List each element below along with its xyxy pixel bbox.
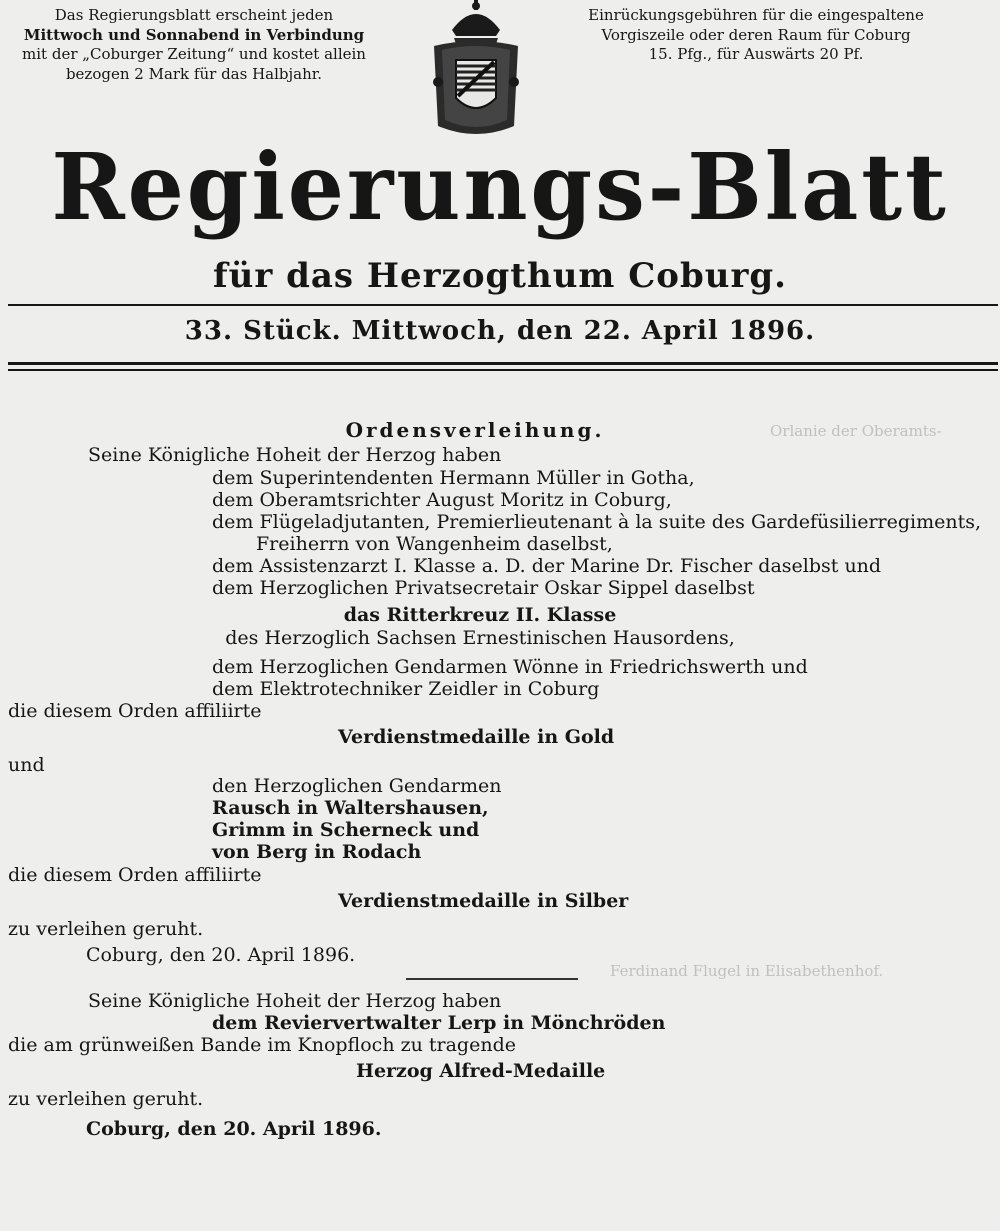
subscription-line-1: Das Regierungsblatt erscheint jeden	[54, 6, 334, 24]
affiliation-line: die diesem Orden affiliirte	[8, 864, 262, 886]
divider-top	[8, 304, 998, 306]
order-subtitle: des Herzoglich Sachsen Ernestinischen Hausordens,	[225, 627, 735, 649]
newspaper-subtitle: für das Herzogthum Coburg.	[212, 256, 788, 296]
advertising-rates-note	[588, 6, 924, 65]
medal-alfred: Herzog Alfred-Medaille	[356, 1060, 606, 1082]
rates-line-2: Vorgiszeile oder deren Raum für Coburg	[601, 25, 911, 44]
subscription-note	[6, 6, 382, 84]
newspaper-title: Regierungs-Blatt	[51, 133, 949, 241]
medal-gold: Verdienstmedaille in Gold	[338, 726, 615, 748]
issue-line: 33. Stück. Mittwoch, den 22. April 1896.	[184, 316, 816, 346]
conjunction: und	[8, 754, 45, 776]
section-divider	[406, 978, 578, 980]
recipient-line: Grimm in Scherneck und	[212, 819, 480, 841]
closing-line: zu verleihen geruht.	[8, 918, 204, 940]
place-date: Coburg, den 20. April 1896.	[86, 1118, 382, 1140]
rates-line-1: Einrückungsgebühren für die eingespaltene	[588, 6, 924, 24]
section-heading: Ordensverleihung.	[345, 418, 605, 442]
divider-double-2	[8, 369, 998, 371]
recipient-line: dem Herzoglichen Gendarmen Wönne in Friedrichswerth und	[212, 656, 808, 678]
recipient-line: dem Elektrotechniker Zeidler in Coburg	[212, 678, 600, 700]
bleedthrough-text: Ferdinand Flugel in Elisabethenhof.	[610, 962, 884, 980]
recipient-line: Rausch in Waltershausen,	[212, 797, 489, 819]
intro-line: Seine Königliche Hoheit der Herzog haben	[88, 444, 502, 466]
recipient-line: Freiherrn von Wangenheim daselbst,	[256, 533, 613, 555]
recipient-line: dem Reviervertwalter Lerp in Mönchröden	[212, 1012, 666, 1034]
rates-line-3: 15. Pfg., für Auswärts 20 Pf.	[648, 45, 864, 63]
order-title: das Ritterkreuz II. Klasse	[343, 604, 617, 626]
recipient-line: dem Assistenzarzt I. Klasse a. D. der Marine Dr. Fischer daselbst und	[212, 555, 882, 577]
recipient-line: dem Herzoglichen Privatsecretair Oskar Sippel daselbst	[212, 577, 755, 599]
intro-line: Seine Königliche Hoheit der Herzog haben	[88, 990, 502, 1012]
closing-line: zu verleihen geruht.	[8, 1088, 204, 1110]
affiliation-line: die diesem Orden affiliirte	[8, 700, 262, 722]
medal-silver: Verdienstmedaille in Silber	[338, 890, 629, 912]
place-date: Coburg, den 20. April 1896.	[86, 944, 356, 966]
subscription-line-3: mit der „Coburger Zeitung“ und kostet allein	[22, 45, 366, 63]
divider-double-1	[8, 362, 998, 365]
recipient-line: den Herzoglichen Gendarmen	[212, 775, 502, 797]
recipient-line: dem Flügeladjutanten, Premierlieutenant à la suite des Gardefüsilierregiments,	[212, 511, 982, 533]
subscription-line-2: Mittwoch und Sonnabend in Verbindung	[23, 25, 365, 44]
ribbon-line: die am grünweißen Bande im Knopfloch zu tragende	[8, 1034, 516, 1056]
bleedthrough-text: Orlanie der Oberamts-	[770, 422, 942, 440]
recipient-line: von Berg in Rodach	[212, 841, 422, 863]
recipient-line: dem Superintendenten Hermann Müller in Gotha,	[212, 467, 695, 489]
ducal-coat-of-arms-icon	[422, 0, 530, 140]
recipient-line: dem Oberamtsrichter August Moritz in Coburg,	[212, 489, 672, 511]
subscription-line-4: bezogen 2 Mark für das Halbjahr.	[65, 64, 323, 83]
